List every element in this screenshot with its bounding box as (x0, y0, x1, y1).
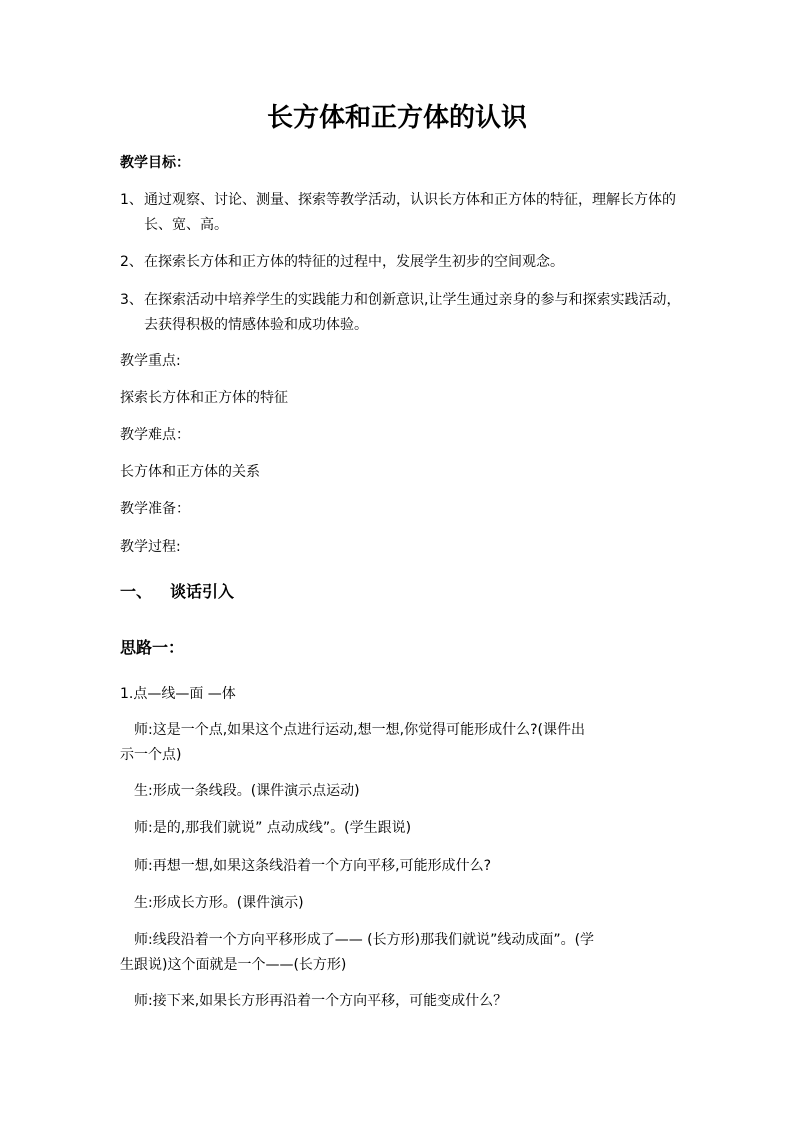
objectives-heading: 教学目标： (120, 155, 190, 171)
objective-2-number: 2、 (120, 254, 143, 270)
objective-3-line1: 在探索活动中培养学生的实践能力和创新意识,让学生通过亲身的参与和探索实践活动， (144, 292, 681, 308)
dialogue-6-line2: 生跟说)这个面就是一个——(长方形) (120, 957, 347, 973)
dialogue-4: 师:再想一想,如果这条线沿着一个方向平移,可能形成什么? (134, 858, 492, 874)
objective-3-number: 3、 (120, 292, 143, 308)
idea-1-title: 思路一： (120, 638, 185, 657)
difficulty-value: 长方体和正方体的关系 (120, 464, 260, 480)
section-1-number: 一、 (120, 582, 153, 601)
document-title: 长方体和正方体的认识 (266, 103, 527, 133)
dialogue-2: 生:形成一条线段。(课件演示点运动) (134, 783, 360, 799)
key-point-value: 探索长方体和正方体的特征 (120, 390, 288, 406)
key-point-label: 教学重点: (120, 353, 181, 369)
objective-2-line1: 在探索长方体和正方体的特征的过程中，发展学生初步的空间观念。 (144, 254, 564, 270)
section-1-title: 谈话引入 (170, 582, 235, 601)
objective-1-number: 1、 (120, 192, 143, 208)
objective-3-line2: 去获得积极的情感体验和成功体验。 (144, 317, 368, 333)
dialogue-1-line2: 示一个点) (120, 747, 182, 763)
process-label: 教学过程: (120, 539, 181, 555)
objective-1-line2: 长、宽、高。 (144, 217, 228, 233)
objective-1-line1: 通过观察、讨论、测量、探索等教学活动，认识长方体和正方体的特征，理解长方体的 (144, 192, 676, 208)
dialogue-7: 师:接下来,如果长方形再沿着一个方向平移，可能变成什么？ (134, 993, 508, 1009)
dialogue-6-line1: 师:线段沿着一个方向平移形成了—— (长方形)那我们就说”线动成面”。(学 (134, 932, 595, 948)
step-1-heading: 1.点—线—面 —体 (120, 686, 236, 702)
preparation-label: 教学准备： (120, 501, 190, 517)
dialogue-3: 师:是的,那我们就说” 点动成线”。(学生跟说) (134, 820, 412, 836)
dialogue-1-line1: 师:这是一个点,如果这个点进行运动,想一想,你觉得可能形成什么?(课件出 (134, 722, 585, 738)
difficulty-label: 教学难点： (120, 427, 190, 443)
dialogue-5: 生:形成长方形。(课件演示) (134, 895, 304, 911)
